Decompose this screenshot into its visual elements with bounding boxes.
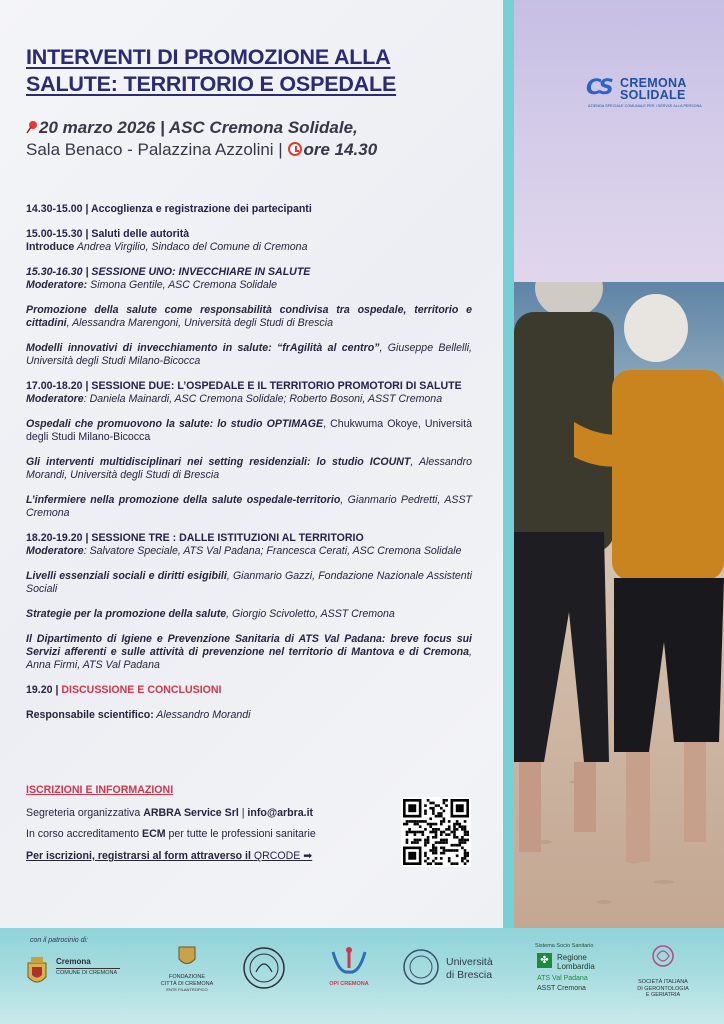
opi-hands-icon: [329, 944, 369, 976]
responsabile-label: Responsabile scientifico:: [26, 709, 154, 721]
talk-item: [26, 342, 472, 368]
segreteria-org: ARBRA Service Srl: [143, 807, 239, 819]
talk-item: [26, 418, 472, 444]
elderly-couple-photo: [514, 282, 724, 928]
sigg-emblem-icon: [648, 944, 678, 974]
program-list: [26, 203, 472, 734]
registration-qrcode[interactable]: [401, 797, 471, 867]
talk-speaker: , Alessandra Marengoni, Università degli Studi di Brescia: [66, 317, 333, 329]
talk-title: Gli interventi multidisciplinari nei setting residenziali: lo studio ICOUNT: [26, 456, 411, 468]
segreteria-line: [26, 807, 313, 819]
asst-label: ASST Cremona: [537, 985, 586, 992]
program-item: [26, 266, 472, 292]
responsabile-line: [26, 709, 472, 722]
ecm-bold: ECM: [142, 828, 166, 840]
talk-item: [26, 494, 472, 520]
event-room-text: Sala Benaco - Palazzina Azzolini |: [26, 140, 288, 159]
program-item: [26, 532, 472, 558]
clock-icon: [288, 142, 302, 156]
session-role-line: [26, 279, 472, 292]
talk-title: Promozione della salute come responsabilità condivisa tra ospedale, territorio e cittadini: [26, 304, 472, 329]
talk-title: Livelli essenziali sociali e diritti esigibili: [26, 570, 227, 582]
role-person: : Daniela Mainardi, ASC Cremona Solidale; Roberto Bosoni, ASST Cremona: [83, 393, 443, 405]
talk-title: L’infermiere nella promozione della salute ospedale-territorio: [26, 494, 341, 506]
session-role-line: [26, 545, 472, 558]
talk-speaker: , Chukwuma Okoye, Università degli Studi Milano-Bicocca: [26, 418, 472, 443]
role-person: Andrea Virgilio, Sindaco del Comune di Cremona: [74, 241, 308, 253]
talk-line: [26, 608, 472, 621]
sistema-label: Sistema Socio Sanitario: [535, 943, 594, 949]
talk-item: [26, 304, 472, 330]
program-item: [26, 380, 472, 406]
event-date-text: 20 marzo 2026 | ASC Cremona Solidale,: [39, 118, 358, 137]
role-person: : Salvatore Speciale, ATS Val Padana; Francesca Cerati, ASC Cremona Solidale: [83, 545, 462, 557]
registration-line: [26, 850, 312, 862]
talk-speaker: , Alessandro Morandi, Università degli Studi di Brescia: [26, 456, 472, 481]
talk-speaker: , Anna Firmi, ATS Val Padana: [26, 646, 472, 671]
opi-logo: [325, 944, 373, 988]
fondazione-line-2: CITTÀ DI CREMONA: [160, 980, 214, 987]
qrcode-label: QRCODE ➡: [253, 850, 313, 862]
role-person: Simona Gentile, ASC Cremona Solidale: [87, 279, 278, 291]
session-role-line: [26, 241, 472, 254]
talk-title: Modelli innovativi di invecchiamento in salute: “frAgilità al centro”: [26, 342, 380, 354]
program-time: 14.30-15.00 | Accoglienza e registrazione dei partecipanti: [26, 203, 312, 215]
talk-item: [26, 633, 472, 672]
talk-speaker: , Gianmario Pedretti, ASST Cremona: [26, 494, 472, 519]
event-time-text: ore 14.30: [303, 140, 378, 159]
talk-line: [26, 456, 472, 482]
unibs-seal-icon: [402, 948, 440, 986]
session-heading: 18.20-19.20 | SESSIONE TRE : DALLE ISTITUZIONI AL TERRITORIO: [26, 532, 364, 544]
role-label: Moderatore: [26, 393, 84, 405]
sigg-line-3: E GERIATRIA: [645, 992, 681, 998]
closing-time: 19.20 |: [26, 684, 62, 696]
talk-line: [26, 342, 472, 368]
teal-divider: [503, 0, 514, 928]
segreteria-sep: |: [238, 807, 248, 819]
ecm-prefix: In corso accreditamento: [26, 828, 142, 840]
closing-label: DISCUSSIONE E CONCLUSIONI: [61, 684, 222, 696]
opi-label: OPI CREMONA: [329, 981, 369, 987]
program-item: [26, 228, 472, 254]
program-item: [26, 203, 472, 216]
email-link[interactable]: info@arbra.it: [247, 807, 314, 819]
comune-cremona-logo: [26, 955, 126, 995]
fondazione-line-1: FONDAZIONE: [168, 974, 206, 980]
seal-logo: [240, 946, 288, 995]
talk-title: Il Dipartimento di Igiene e Prevenzione Sanitaria di ATS Val Padana: breve focus sui Servizi afferenti e sulle attività di prevenzione nel territorio di Mantova e di Cremona: [26, 633, 472, 658]
poster-title: [26, 44, 496, 98]
regione-line-2: Lombardia: [557, 962, 595, 971]
event-room-time: [26, 140, 496, 160]
ecm-line: [26, 828, 316, 840]
role-label: Introduce: [26, 241, 75, 253]
talk-title: Strategie per la promozione della salute: [26, 608, 227, 620]
talk-item: [26, 570, 472, 596]
sigg-line-2: DI GERONTOLOGIA: [637, 985, 689, 992]
sigg-logo: [633, 944, 693, 999]
fondazione-crest-icon: [176, 945, 198, 969]
fondazione-logo: [155, 945, 219, 994]
talk-line: [26, 494, 472, 520]
session-heading: 17.00-18.20 | SESSIONE DUE: L’OSPEDALE E IL TERRITORIO PROMOTORI DI SALUTE: [26, 380, 462, 392]
talk-item: [26, 608, 472, 621]
role-label: Moderatore: [26, 545, 84, 557]
title-line-1: INTERVENTI DI PROMOZIONE ALLA: [26, 45, 391, 69]
talk-line: [26, 418, 472, 444]
regione-lombardia-logo: [535, 943, 615, 1015]
session-heading: 15.00-15.30 | Saluti delle autorità: [26, 228, 190, 240]
session-role-line: [26, 393, 472, 406]
comune-crest-icon: [26, 955, 48, 989]
registration-text: Per iscrizioni, registrarsi al form attraverso il: [26, 850, 254, 862]
info-heading: ISCRIZIONI E INFORMAZIONI: [26, 784, 174, 796]
responsabile-item: [26, 709, 472, 722]
sigg-line-1: SOCIETÀ ITALIANA: [638, 979, 688, 985]
logo-subtitle: AZIENDA SPECIALE COMUNALE PER I SERVIZI ALLA PERSONA: [588, 104, 702, 108]
talk-item: [26, 456, 472, 482]
title-line-2: SALUTE: TERRITORIO E OSPEDALE: [26, 72, 397, 96]
event-date-place: [26, 118, 496, 138]
talk-line: [26, 633, 472, 672]
role-label: Moderatore:: [26, 279, 88, 291]
regione-line-1: Regione: [557, 953, 587, 962]
logo-word-cremona: CREMONA: [620, 76, 687, 90]
cremona-solidale-logo: [586, 75, 702, 108]
pushpin-icon: [26, 119, 38, 133]
session-heading: 15.30-16.30 | SESSIONE UNO: INVECCHIARE IN SALUTE: [26, 266, 311, 278]
fondazione-line-3: ENTE FILANTROPICO: [166, 987, 208, 992]
unibs-line-1: Università: [446, 956, 493, 968]
ats-label: ATS Val Padana: [537, 975, 588, 982]
talk-speaker: , Giorgio Scivoletto, ASST Cremona: [226, 608, 395, 620]
segreteria-prefix: Segreteria organizzativa: [26, 807, 144, 819]
comune-sub: COMUNE DI CREMONA: [56, 970, 118, 976]
round-seal-icon: [242, 946, 286, 990]
regione-rose-icon: ✤: [537, 953, 552, 968]
unibs-line-2: di Brescia: [446, 969, 493, 981]
ecm-suffix: per tutte le professioni sanitarie: [165, 828, 316, 840]
closing-item: [26, 684, 472, 697]
patrocinio-label: con il patrocinio di:: [30, 937, 88, 944]
talk-speaker: , Giuseppe Bellelli, Università degli Studi Milano-Bicocca: [26, 342, 472, 367]
talk-speaker: , Gianmario Gazzi, Fondazione Nazionale Assistenti Sociali: [26, 570, 472, 595]
talk-line: [26, 304, 472, 330]
cs-logo-icon: CS: [586, 75, 612, 99]
logo-word-solidale: SOLIDALE: [620, 88, 686, 102]
unibs-logo: [402, 948, 500, 988]
talk-line: [26, 570, 472, 596]
responsabile-name: Alessandro Morandi: [153, 709, 251, 721]
talk-title: Ospedali che promuovono la salute: lo studio OPTIMAGE: [26, 418, 324, 430]
comune-name: Cremona: [56, 957, 91, 966]
closing-line: [26, 684, 472, 697]
